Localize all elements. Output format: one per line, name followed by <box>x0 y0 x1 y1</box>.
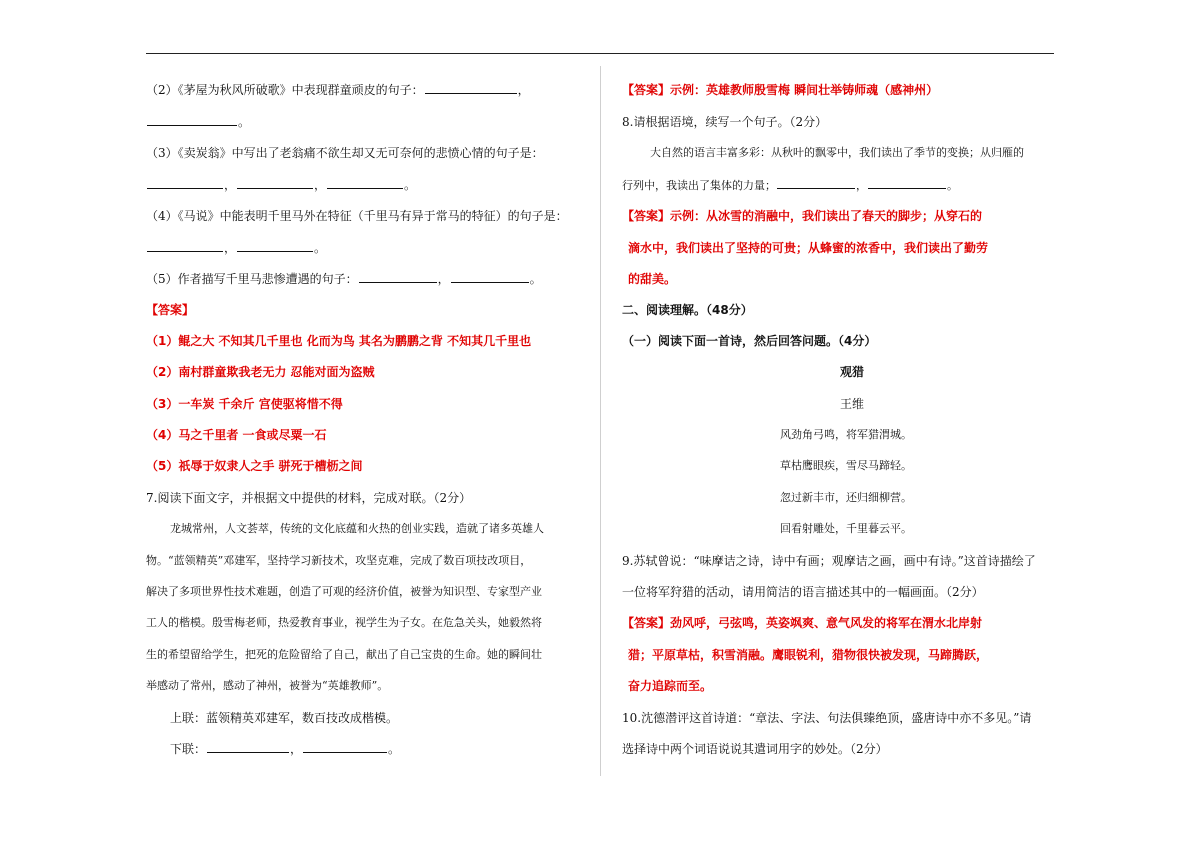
answer-label: 【答案】 <box>146 303 195 317</box>
answer-item: （5）祇辱于奴隶人之手 骈死于槽枥之间 <box>146 459 363 473</box>
q8-answer: 【答案】示例：从冰雪的消融中，我们读出了春天的脚步；从穿石的 <box>622 209 983 223</box>
question-4: （4）《马说》中能表明千里马外在特征（千里马有异于常马的特征）的句子是： <box>146 209 568 223</box>
punct: ， <box>224 241 237 255</box>
question-5-text: （5）作者描写千里马悲惨遭遇的句子： <box>146 272 358 286</box>
question-8: 8.请根据语境，续写一个句子。（2分） <box>622 115 828 129</box>
blank <box>237 177 313 189</box>
punct: 。 <box>314 241 327 255</box>
poem-line: 风劲角弓鸣，将军猎渭城。 <box>780 428 912 441</box>
question-5 <box>146 271 542 287</box>
q8-passage-cont <box>622 177 958 194</box>
couplet-lower-label: 下联： <box>170 742 207 756</box>
poem-author: 王维 <box>839 397 864 411</box>
blank <box>147 114 237 126</box>
poem-title: 观猎 <box>839 365 864 379</box>
poem-line: 回看射雕处，千里暮云平。 <box>780 522 912 535</box>
column-divider <box>600 66 601 776</box>
question-7: 7.阅读下面文字，并根据文中提供的材料，完成对联。（2分） <box>146 491 472 505</box>
punct: ， <box>517 83 530 97</box>
question-2 <box>146 82 530 98</box>
passage-line: 物。“蓝领精英”邓建军，坚持学习新技术，攻坚克难，完成了数百项技改项目， <box>146 554 532 567</box>
question-2-cont <box>146 114 250 130</box>
q7-answer: 【答案】示例：英雄教师殷雪梅 瞬间壮举铸师魂（感神州） <box>622 83 939 97</box>
question-10-cont: 选择诗中两个词语说说其遣词用字的妙处。（2分） <box>622 742 888 756</box>
answer-item: （4）马之千里者 一食或尽粟一石 <box>146 428 327 442</box>
blank <box>207 741 289 753</box>
punct: ， <box>314 178 327 192</box>
question-4-cont <box>146 240 326 256</box>
answer-item: （1）鲲之大 不知其几千里也 化而为鸟 其名为鹏鹏之背 不知其几千里也 <box>146 334 532 348</box>
passage-line: 龙城常州，人文荟萃，传统的文化底蕴和火热的创业实践，造就了诸多英雄人 <box>170 522 544 535</box>
blank <box>359 271 437 283</box>
q9-answer: 奋力追踪而至。 <box>628 679 713 693</box>
couplet-lower <box>170 741 400 757</box>
top-rule <box>146 53 1054 54</box>
passage-line: 举感动了常州，感动了神州，被誉为“英雄教师”。 <box>146 679 389 692</box>
answer-item: （2）南村群童欺我老无力 忍能对面为盗贼 <box>146 365 375 379</box>
q8-answer: 的甜美。 <box>628 272 677 286</box>
subsection-1-heading: （一）阅读下面一首诗，然后回答问题。（4分） <box>622 334 877 348</box>
passage-line: 解决了多项世界性技术难题，创造了可观的经济价值，被誉为知识型、专家型产业 <box>146 585 542 598</box>
question-10: 10.沈德潜评这首诗道：“章法、字法、句法俱臻绝顶，盛唐诗中亦不多见。”请 <box>622 711 1032 725</box>
punct: 。 <box>404 178 417 192</box>
blank <box>303 741 387 753</box>
punct: 。 <box>388 742 401 756</box>
question-3-cont <box>146 177 416 193</box>
answer-item: （3）一车炭 千余斤 宫使驱将惜不得 <box>146 397 343 411</box>
passage-line: 生的希望留给学生，把死的危险留给了自己，献出了自己宝贵的生命。她的瞬间壮 <box>146 648 542 661</box>
question-9-cont: 一位将军狩猎的活动，请用简洁的语言描述其中的一幅画面。（2分） <box>622 585 984 599</box>
blank <box>425 82 517 94</box>
punct: 。 <box>529 272 542 286</box>
blank <box>451 271 529 283</box>
blank <box>868 177 946 189</box>
section-2-heading: 二、阅读理解。（48分） <box>622 303 753 317</box>
passage-line: 工人的楷模。殷雪梅老师，热爱教育事业，视学生为子女。在危急关头，她毅然将 <box>146 616 542 629</box>
punct: ， <box>856 179 867 192</box>
blank <box>147 240 223 252</box>
q9-answer: 猎；平原草枯，积雪消融。鹰眼锐利，猎物很快被发现，马蹄腾跃， <box>628 648 989 662</box>
punct: ， <box>290 742 303 756</box>
blank <box>327 177 403 189</box>
poem-line: 草枯鹰眼疾，雪尽马蹄轻。 <box>780 459 912 472</box>
punct: 。 <box>947 179 958 192</box>
q8-passage-text: 行列中，我读出了集体的力量； <box>622 179 776 192</box>
blank <box>777 177 855 189</box>
couplet-upper: 上联：蓝领精英邓建军，数百技改成楷模。 <box>170 711 399 725</box>
poem-line: 忽过新丰市，还归细柳营。 <box>780 491 912 504</box>
q9-answer: 【答案】劲风呼，弓弦鸣，英姿飒爽、意气风发的将军在渭水北岸射 <box>622 616 983 630</box>
punct: 。 <box>238 115 251 129</box>
question-2-text: （2）《茅屋为秋风所破歌》中表现群童顽皮的句子： <box>146 83 424 97</box>
punct: ， <box>437 272 450 286</box>
question-9: 9.苏轼曾说：“味摩诘之诗，诗中有画；观摩诘之画，画中有诗。”这首诗描绘了 <box>622 554 1036 568</box>
q8-passage: 大自然的语言丰富多彩：从秋叶的飘零中，我们读出了季节的变换；从归雁的 <box>650 146 1024 159</box>
q8-answer: 滴水中，我们读出了坚持的可贵；从蜂蜜的浓香中，我们读出了勤劳 <box>628 241 989 255</box>
punct: ， <box>224 178 237 192</box>
blank <box>237 240 313 252</box>
question-3: （3）《卖炭翁》中写出了老翁痛不欲生却又无可奈何的悲愤心情的句子是： <box>146 146 544 160</box>
blank <box>147 177 223 189</box>
